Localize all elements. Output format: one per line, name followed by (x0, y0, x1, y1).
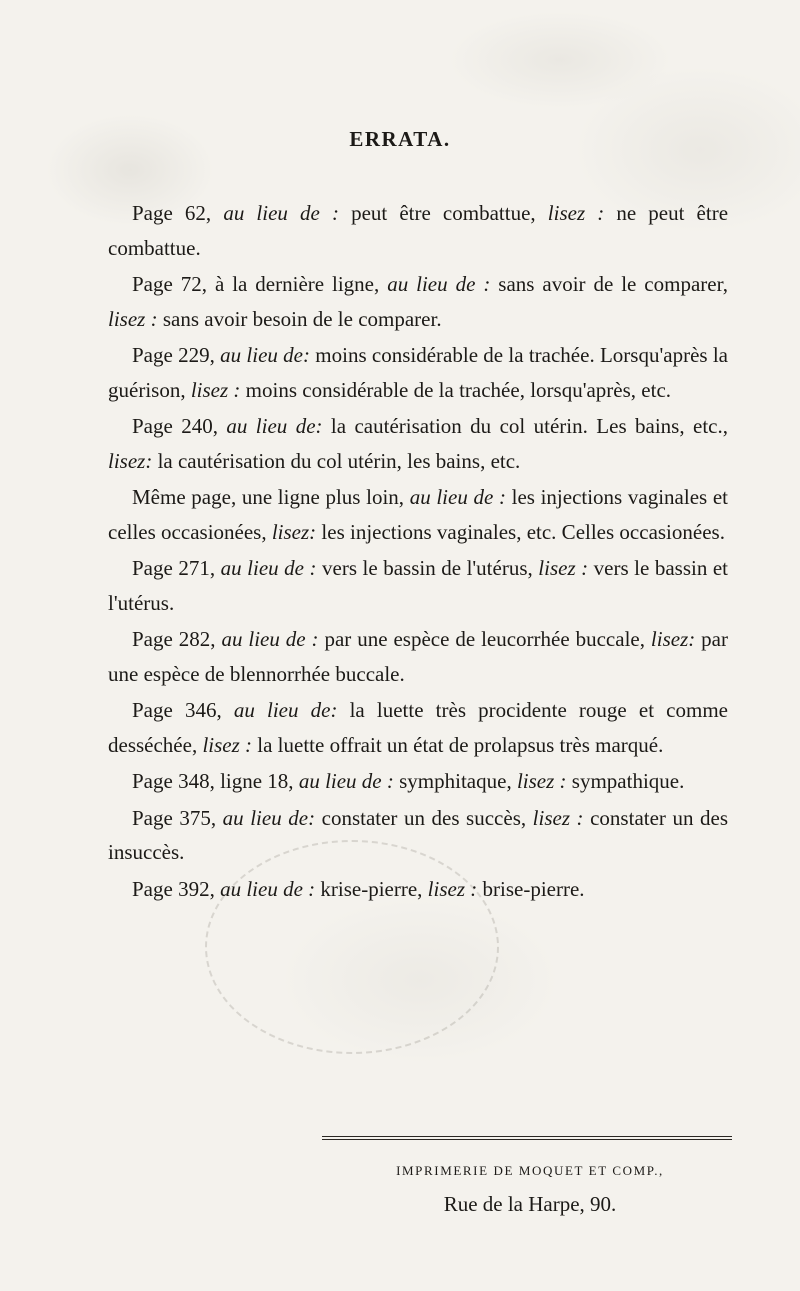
errata-text: les injections vaginales et celles occasionées, (108, 485, 728, 544)
errata-entry (108, 409, 728, 478)
errata-text: Page 392, (132, 876, 221, 901)
errata-text: peut être combattue, (338, 201, 548, 225)
errata-entry (108, 196, 728, 265)
errata-keyword: au lieu de : (220, 876, 316, 901)
errata-text: par une espèce de blennorrhée buccale. (108, 627, 728, 686)
errata-text: Page 282, (132, 627, 222, 651)
errata-text: la luette offrait un état de prolapsus très marqué. (252, 732, 664, 757)
errata-keyword: au lieu de : (220, 556, 317, 580)
errata-keyword: au lieu de : (221, 627, 319, 651)
errata-entry (108, 551, 728, 620)
errata-text: par une espèce de leucorrhée buccale, (318, 627, 651, 651)
errata-text: Page 346, (132, 698, 234, 722)
errata-keyword: lisez : (538, 556, 589, 580)
errata-entry (108, 764, 728, 799)
errata-keyword: lisez: (650, 627, 696, 651)
errata-keyword: au lieu de : (298, 769, 394, 793)
errata-text: moins considérable de la trachée, lorsqu'après, etc. (240, 377, 672, 402)
errata-text: Page 72, à la dernière ligne, (132, 272, 388, 296)
errata-keyword: lisez: (271, 519, 317, 544)
errata-text: la cautérisation du col utérin, les bains, etc. (152, 448, 521, 473)
errata-entry (108, 480, 728, 549)
errata-text: Même page, une ligne plus loin, (132, 485, 410, 509)
errata-text: Page 348, ligne 18, (132, 769, 299, 793)
errata-keyword: au lieu de: (233, 698, 338, 722)
errata-text: les injections vaginales, etc. Celles occasionées. (316, 519, 725, 544)
errata-keyword: lisez : (532, 805, 584, 830)
errata-text: sans avoir de le comparer, (490, 272, 728, 296)
errata-keyword: au lieu de: (226, 414, 323, 438)
printer-imprint: IMPRIMERIE DE MOQUET ET COMP., (396, 1163, 664, 1178)
errata-keyword: lisez : (516, 769, 567, 793)
errata-text: Page 271, (132, 556, 221, 580)
errata-text: krise-pierre, (315, 876, 428, 901)
errata-keyword: lisez : (108, 306, 158, 331)
errata-keyword: au lieu de: (220, 343, 311, 367)
errata-keyword: au lieu de : (387, 272, 491, 296)
errata-keyword: lisez : (427, 876, 478, 901)
errata-text: Page 240, (132, 414, 227, 438)
errata-text: symphitaque, (393, 769, 517, 793)
errata-entry (108, 267, 728, 336)
errata-text: Page 62, (132, 201, 224, 225)
errata-text: Page 375, (132, 805, 223, 830)
errata-keyword: lisez : (202, 732, 253, 757)
errata-entry (108, 622, 728, 691)
errata-text: constater un des insuccès. (108, 805, 728, 864)
errata-text: la cautérisation du col utérin. Les bains, etc., (322, 414, 728, 438)
errata-list (108, 196, 728, 908)
errata-keyword: lisez: (108, 448, 153, 473)
errata-text: vers le bassin de l'utérus, (316, 556, 539, 580)
errata-text: moins considérable de la trachée. Lorsqu'après la guérison, (108, 343, 728, 402)
errata-entry (108, 693, 728, 762)
printer-address: Rue de la Harpe, 90. (443, 1192, 617, 1216)
errata-keyword: au lieu de : (223, 201, 339, 225)
errata-keyword: au lieu de : (409, 485, 506, 509)
errata-entry (108, 872, 728, 907)
errata-keyword: au lieu de: (222, 805, 316, 830)
errata-text: ne peut être combattue. (108, 201, 729, 260)
errata-entry (108, 801, 728, 870)
errata-text: sympathique. (566, 769, 685, 793)
errata-text: la luette très procidente rouge et comme desséchée, (108, 698, 728, 757)
errata-text: vers le bassin et l'utérus. (108, 556, 729, 615)
footer-rule (322, 1136, 732, 1140)
page-title: ERRATA. (349, 127, 451, 151)
errata-text: sans avoir besoin de le comparer. (157, 306, 442, 331)
errata-keyword: lisez : (190, 377, 241, 402)
errata-entry (108, 338, 728, 407)
errata-keyword: lisez : (547, 201, 605, 225)
errata-text: Page 229, (132, 343, 221, 367)
errata-text: constater un des succès, (315, 805, 533, 830)
errata-text: brise-pierre. (477, 876, 585, 901)
